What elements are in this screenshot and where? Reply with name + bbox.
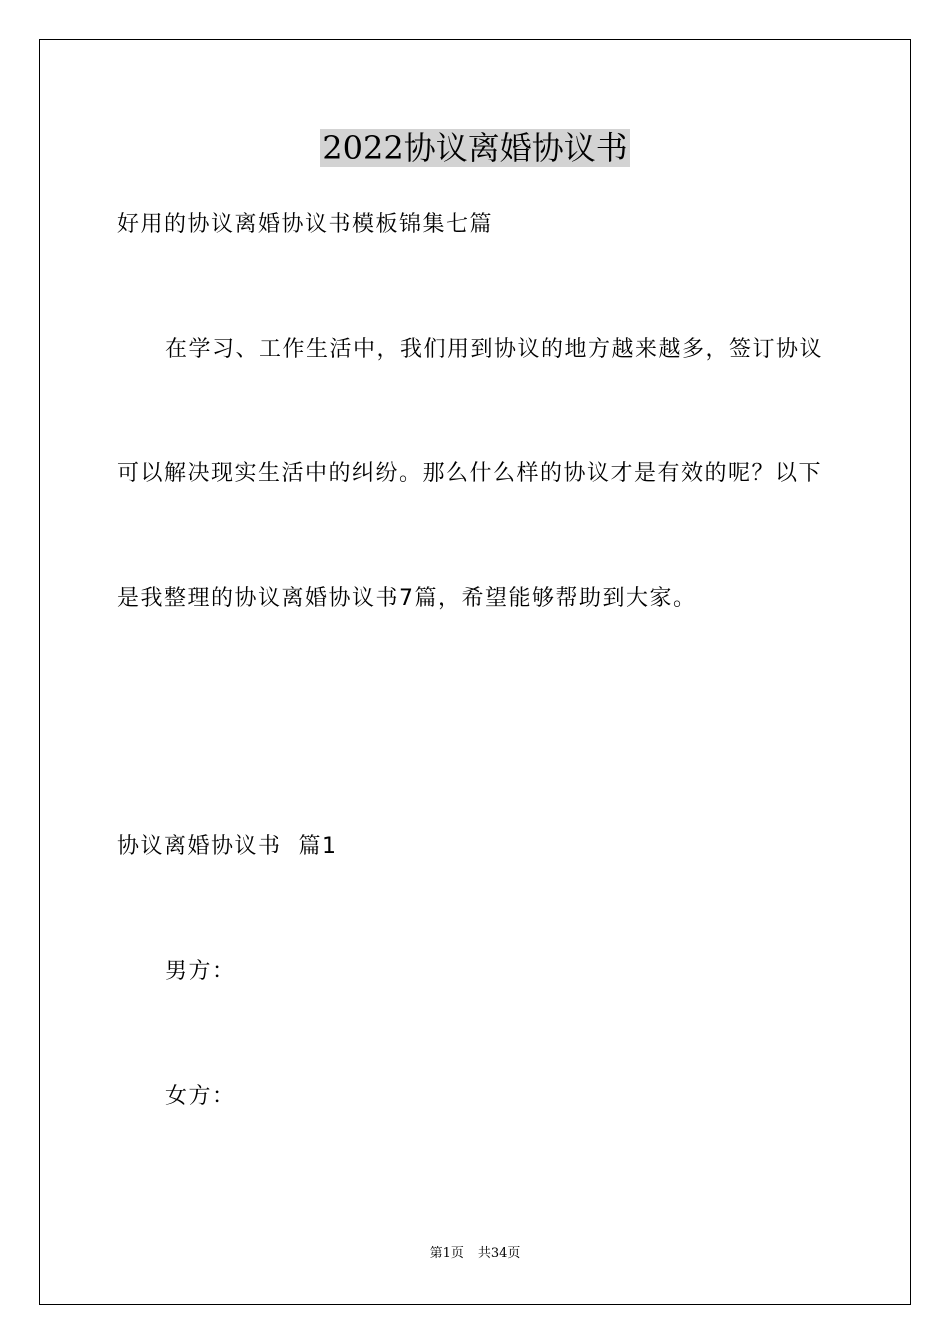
page-footer [0, 1245, 950, 1263]
document-title-text: 2022协议离婚协议书 [322, 129, 628, 167]
section-heading: 协议离婚协议书 篇1 [117, 834, 338, 859]
female-party-label: 女方： [165, 1084, 236, 1109]
male-party-label: 男方： [165, 959, 236, 984]
document-title [0, 128, 950, 168]
intro-line-2: 可以解决现实生活中的纠纷。那么什么样的协议才是有效的呢？以下 [117, 461, 823, 486]
page-number-total: 共34页 [477, 1246, 521, 1261]
intro-line-3: 是我整理的协议离婚协议书7篇，希望能够帮助到大家。 [117, 586, 697, 611]
document-subtitle: 好用的协议离婚协议书模板锦集七篇 [117, 212, 494, 237]
intro-line-1: 在学习、工作生活中，我们用到协议的地方越来越多，签订协议 [165, 337, 824, 362]
page-number-current: 第1页 [429, 1246, 464, 1261]
